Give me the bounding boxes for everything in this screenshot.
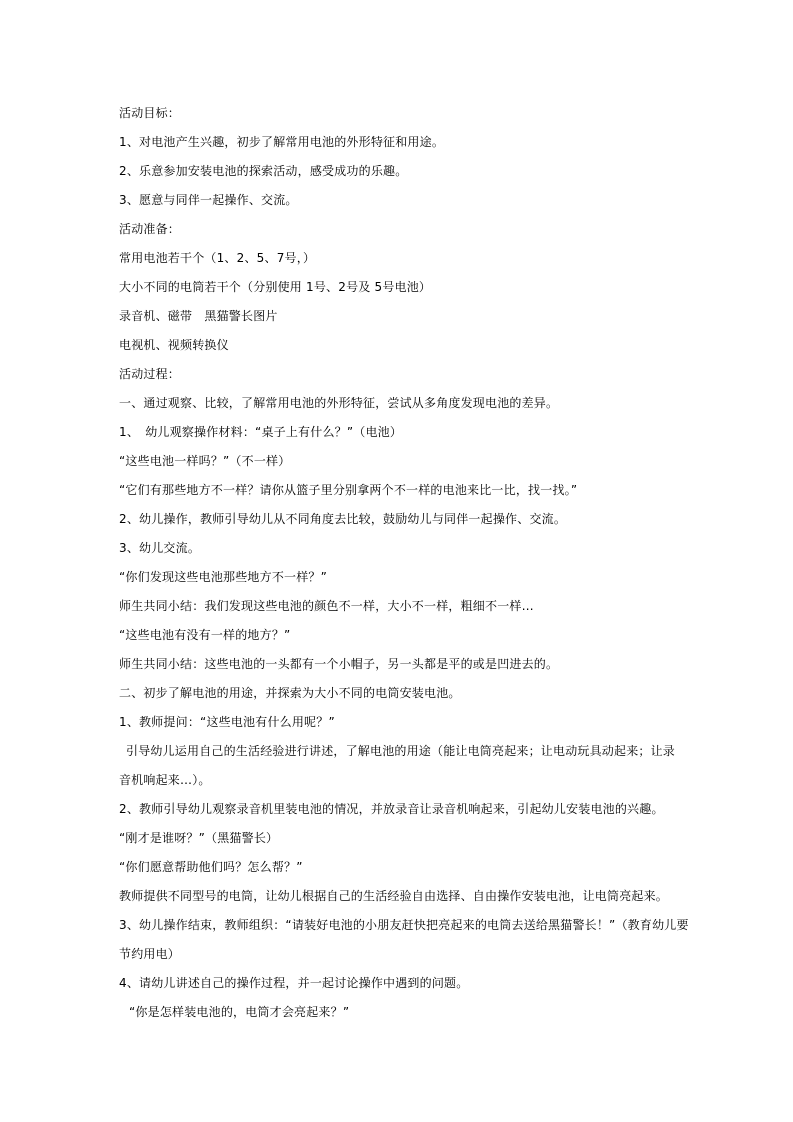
goal-item-2: 2、乐意参加安装电池的探索活动，感受成功的乐趣。 [119, 164, 408, 178]
process-part-2-heading: 二、初步了解电池的用途，并探索为大小不同的电筒安装电池。 [119, 686, 461, 700]
paragraph-line: 4、请幼儿讲述自己的操作过程，并一起讨论操作中遇到的问题。 [119, 976, 469, 990]
paragraph-line: “刚才是谁呀？”（黑猫警长） [119, 831, 279, 845]
preparation-item-2: 大小不同的电筒若干个（分别使用 1号、2号及 5号电池） [119, 280, 432, 294]
paragraph-line: 3、幼儿交流。 [119, 541, 201, 555]
paragraph-line: 音机响起来…）。 [119, 773, 211, 787]
preparation-item-1: 常用电池若干个（1、2、5、7号，） [119, 251, 316, 265]
paragraph-line: “它们有那些地方不一样？请你从篮子里分别拿两个不一样的电池来比一比，找一找。” [119, 483, 578, 497]
section-heading-process: 活动过程： [119, 367, 181, 381]
paragraph-line: “你们发现这些电池那些地方不一样？” [119, 570, 328, 584]
preparation-item-4: 电视机、视频转换仪 [119, 338, 229, 352]
paragraph-line: 2、教师引导幼儿观察录音机里装电池的情况，并放录音让录音机响起来，引起幼儿安装电池的兴趣。 [119, 802, 664, 816]
goal-item-1: 1、对电池产生兴趣，初步了解常用电池的外形特征和用途。 [119, 135, 445, 149]
document-body [119, 99, 689, 1027]
paragraph-line: 1、 幼儿观察操作材料：“桌子上有什么？”（电池） [119, 425, 403, 439]
section-heading-goals: 活动目标： [119, 106, 181, 120]
paragraph-line: 2、幼儿操作，教师引导幼儿从不同角度去比较，鼓励幼儿与同伴一起操作、交流。 [119, 512, 567, 526]
process-part-1-heading: 一、通过观察、比较，了解常用电池的外形特征，尝试从多角度发现电池的差异。 [119, 396, 559, 410]
paragraph-line: “这些电池有没有一样的地方？” [119, 628, 291, 642]
paragraph-line: 1、教师提问：“这些电池有什么用呢？” [119, 715, 335, 729]
paragraph-line: 节约用电） [119, 947, 181, 961]
paragraph-line: 引导幼儿运用自己的生活经验进行讲述，了解电池的用途（能让电筒亮起来；让电动玩具动起来；让录 [126, 744, 676, 758]
paragraph-line: “这些电池一样吗？”（不一样） [119, 454, 291, 468]
goal-item-3: 3、愿意与同伴一起操作、交流。 [119, 193, 298, 207]
section-heading-preparation: 活动准备： [119, 222, 181, 236]
paragraph-line: 3、幼儿操作结束，教师组织：“请装好电池的小朋友赶快把亮起来的电筒去送给黑猫警长！”（教育幼儿要 [119, 918, 689, 932]
paragraph-line: 师生共同小结：我们发现这些电池的颜色不一样，大小不一样，粗细不一样… [119, 599, 534, 613]
paragraph-line: “你们愿意帮助他们吗？怎么帮？” [119, 860, 303, 874]
paragraph-line: 师生共同小结：这些电池的一头都有一个小帽子，另一头都是平的或是凹进去的。 [119, 657, 559, 671]
preparation-item-3: 录音机、磁带 黑猫警长图片 [119, 309, 278, 323]
paragraph-line: “你是怎样装电池的，电筒才会亮起来？” [129, 1005, 350, 1019]
paragraph-line: 教师提供不同型号的电筒，让幼儿根据自己的生活经验自由选择、自由操作安装电池，让电筒亮起来。 [119, 889, 669, 903]
